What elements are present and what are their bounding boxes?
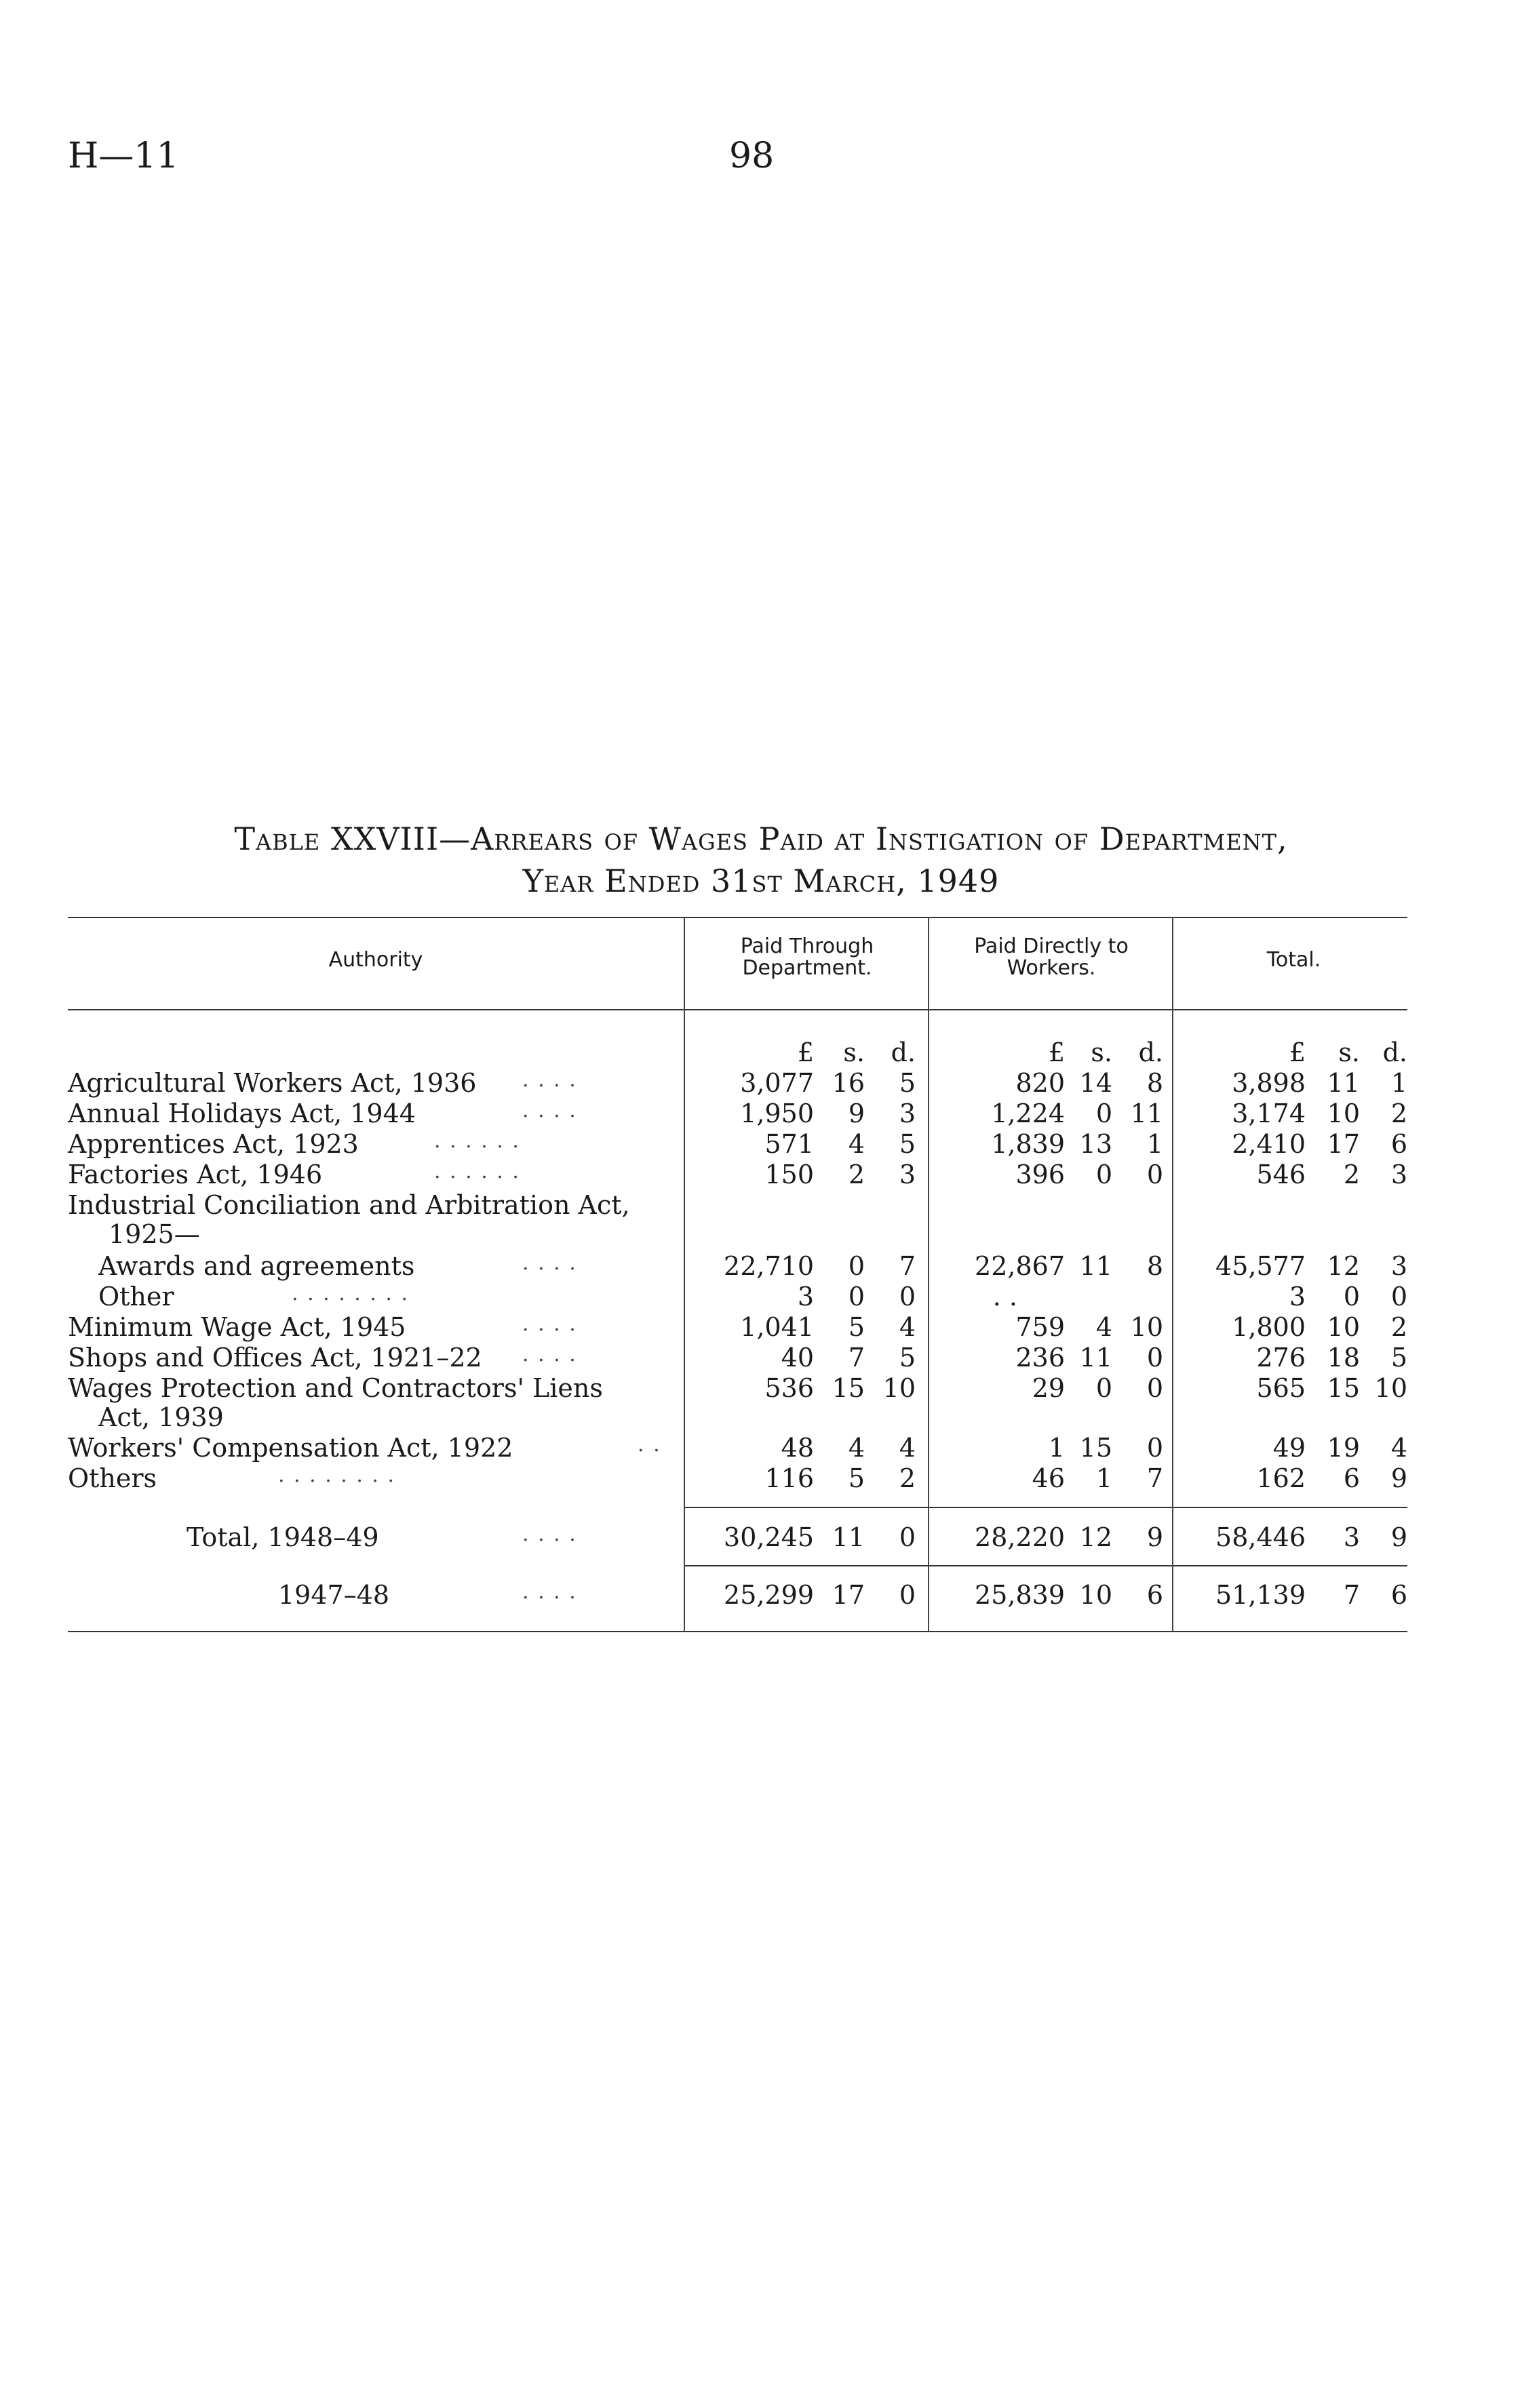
table-row xyxy=(0,1463,1522,1493)
direct-pounds: 1,224 xyxy=(991,1099,1065,1128)
total-shillings: 19 xyxy=(1327,1433,1360,1463)
authority-cell: 1925— xyxy=(109,1219,200,1249)
direct-pence: 8 xyxy=(1146,1251,1163,1281)
direct-pence: 6 xyxy=(1146,1580,1163,1610)
unit-pounds: £ xyxy=(1289,1038,1306,1067)
total-pence: 3 xyxy=(1390,1251,1407,1281)
column-header-total: Total. xyxy=(1266,948,1321,972)
through-shillings: 17 xyxy=(832,1580,865,1610)
total-pence: 2 xyxy=(1390,1312,1407,1342)
total-pounds: 3 xyxy=(1289,1282,1306,1311)
through-pence: 0 xyxy=(899,1522,916,1552)
total-pence: 6 xyxy=(1390,1580,1407,1610)
total-shillings: 18 xyxy=(1327,1343,1360,1373)
table-row xyxy=(0,1251,1522,1281)
direct-shillings: 13 xyxy=(1079,1129,1112,1159)
direct-shillings: 12 xyxy=(1079,1522,1112,1552)
direct-pounds: 759 xyxy=(1015,1312,1065,1342)
table-row xyxy=(0,1099,1522,1128)
direct-pounds: 46 xyxy=(1032,1463,1065,1493)
direct-pounds: 396 xyxy=(1015,1160,1065,1189)
through-pounds: 1,041 xyxy=(740,1312,814,1342)
through-pounds: 3 xyxy=(797,1282,814,1311)
total-shillings: 6 xyxy=(1343,1463,1360,1493)
total-pence: 0 xyxy=(1390,1282,1407,1311)
through-pence: 0 xyxy=(899,1282,916,1311)
direct-pounds: 1 xyxy=(1048,1433,1065,1463)
table-title: Table XXVIII—Arrears of Wages Paid at Instigation of Department, xyxy=(234,821,1288,857)
through-pence: 3 xyxy=(899,1160,916,1189)
total-pounds: 276 xyxy=(1256,1343,1306,1373)
direct-shillings: 0 xyxy=(1095,1099,1112,1128)
unit-shillings: s. xyxy=(1091,1038,1112,1067)
table-row xyxy=(0,1190,1522,1220)
total-pence: 2 xyxy=(1390,1099,1407,1128)
direct-shillings: 11 xyxy=(1079,1251,1112,1281)
total-pounds: 51,139 xyxy=(1215,1580,1306,1610)
header-bottom-rule xyxy=(68,1009,1407,1010)
total-pence: 10 xyxy=(1374,1373,1407,1403)
column-header-authority: Authority xyxy=(328,948,423,972)
through-shillings: 15 xyxy=(832,1373,865,1403)
through-pounds: 3,077 xyxy=(740,1068,814,1098)
through-pence: 5 xyxy=(899,1068,916,1098)
total-shillings: 2 xyxy=(1343,1160,1360,1189)
total-pence: 6 xyxy=(1390,1129,1407,1159)
through-shillings: 0 xyxy=(848,1251,865,1281)
unit-pence: d. xyxy=(1382,1038,1407,1067)
through-shillings: 4 xyxy=(848,1129,865,1159)
direct-shillings: 0 xyxy=(1095,1160,1112,1189)
total-shillings: 10 xyxy=(1327,1099,1360,1128)
leader-dots: . . . . xyxy=(522,1522,577,1546)
total-pounds: 3,174 xyxy=(1232,1099,1306,1128)
table-row xyxy=(0,1343,1522,1373)
total-pounds: 3,898 xyxy=(1232,1068,1306,1098)
through-pounds: 48 xyxy=(781,1433,814,1463)
through-pounds: 22,710 xyxy=(724,1251,814,1281)
total-shillings: 3 xyxy=(1343,1522,1360,1552)
leader-dots: . . . . . . xyxy=(434,1160,520,1183)
through-pounds: 40 xyxy=(781,1343,814,1373)
table-subtitle: Year Ended 31st March, 1949 xyxy=(522,863,1000,899)
authority-cell: Apprentices Act, 1923 xyxy=(68,1129,359,1159)
total-label: 1947–48 xyxy=(278,1580,390,1610)
authority-cell: Agricultural Workers Act, 1936 xyxy=(68,1068,477,1098)
direct-pounds: 236 xyxy=(1015,1343,1065,1373)
total-pence: 3 xyxy=(1390,1160,1407,1189)
unit-pence: d. xyxy=(891,1038,916,1067)
through-shillings: 16 xyxy=(832,1068,865,1098)
direct-shillings: 1 xyxy=(1095,1463,1112,1493)
unit-shillings: s. xyxy=(1338,1038,1360,1067)
direct-pounds: 820 xyxy=(1015,1068,1065,1098)
unit-pence: d. xyxy=(1138,1038,1163,1067)
total-pounds: 45,577 xyxy=(1215,1251,1306,1281)
total-pounds: 1,800 xyxy=(1232,1312,1306,1342)
authority-cell: Workers' Compensation Act, 1922 xyxy=(68,1433,513,1463)
table-row xyxy=(0,1433,1522,1463)
table-row xyxy=(0,1068,1522,1098)
unit-pounds: £ xyxy=(1048,1038,1065,1067)
direct-pence: 11 xyxy=(1130,1099,1163,1128)
through-shillings: 4 xyxy=(848,1433,865,1463)
through-pence: 10 xyxy=(882,1373,916,1403)
total-row-1947-48 xyxy=(0,1580,1522,1610)
through-pence: 4 xyxy=(899,1433,916,1463)
total-pence: 9 xyxy=(1390,1522,1407,1552)
column-header-paid-through: Paid Through Department. xyxy=(740,934,874,980)
total-shillings: 15 xyxy=(1327,1373,1360,1403)
through-pence: 5 xyxy=(899,1343,916,1373)
total-shillings: 12 xyxy=(1327,1251,1360,1281)
leader-dots: . . . . . . xyxy=(434,1129,520,1153)
through-shillings: 2 xyxy=(848,1160,865,1189)
through-pounds: 536 xyxy=(764,1373,814,1403)
direct-pence: 0 xyxy=(1146,1343,1163,1373)
authority-cell: Minimum Wage Act, 1945 xyxy=(68,1312,406,1342)
total-pounds: 546 xyxy=(1256,1160,1306,1189)
authority-cell: Other xyxy=(98,1282,174,1311)
units-row xyxy=(0,1038,1522,1067)
leader-dots: . . . . xyxy=(522,1312,577,1336)
leader-dots: . . . . xyxy=(522,1251,577,1275)
direct-shillings: 11 xyxy=(1079,1343,1112,1373)
table-row xyxy=(0,1219,1522,1249)
total-pence: 4 xyxy=(1390,1433,1407,1463)
direct-shillings: 14 xyxy=(1079,1068,1112,1098)
through-shillings: 5 xyxy=(848,1463,865,1493)
authority-cell: Act, 1939 xyxy=(98,1402,224,1432)
table-bottom-rule xyxy=(68,1631,1407,1632)
direct-pounds: . . xyxy=(992,1282,1017,1311)
table-row xyxy=(0,1160,1522,1189)
direct-pounds: 29 xyxy=(1032,1373,1065,1403)
total-shillings: 10 xyxy=(1327,1312,1360,1342)
direct-pounds: 22,867 xyxy=(975,1251,1065,1281)
direct-pence: 7 xyxy=(1146,1463,1163,1493)
direct-shillings: 4 xyxy=(1095,1312,1112,1342)
through-pence: 0 xyxy=(899,1580,916,1610)
unit-pounds: £ xyxy=(797,1038,814,1067)
through-pounds: 571 xyxy=(764,1129,814,1159)
through-shillings: 9 xyxy=(848,1099,865,1128)
through-shillings: 5 xyxy=(848,1312,865,1342)
total-row-1948-49 xyxy=(0,1522,1522,1552)
total-shillings: 7 xyxy=(1343,1580,1360,1610)
total-shillings: 0 xyxy=(1343,1282,1360,1311)
direct-pence: 8 xyxy=(1146,1068,1163,1098)
direct-pence: 9 xyxy=(1146,1522,1163,1552)
through-pounds: 150 xyxy=(764,1160,814,1189)
table-top-rule xyxy=(68,917,1407,918)
through-shillings: 7 xyxy=(848,1343,865,1373)
total-pounds: 49 xyxy=(1272,1433,1306,1463)
page-number: 98 xyxy=(729,136,775,176)
through-pence: 7 xyxy=(899,1251,916,1281)
authority-cell: Others xyxy=(68,1463,157,1493)
direct-pence: 0 xyxy=(1146,1433,1163,1463)
total-pounds: 162 xyxy=(1256,1463,1306,1493)
authority-cell: Industrial Conciliation and Arbitration Act, xyxy=(68,1190,630,1220)
direct-pounds: 25,839 xyxy=(975,1580,1065,1610)
total-pence: 9 xyxy=(1390,1463,1407,1493)
totals-top-rule xyxy=(685,1507,1407,1508)
table-row xyxy=(0,1373,1522,1403)
total-pounds: 2,410 xyxy=(1232,1129,1306,1159)
page-header-code: H—11 xyxy=(68,136,179,176)
leader-dots: . . . . xyxy=(522,1343,577,1366)
through-pence: 4 xyxy=(899,1312,916,1342)
through-pence: 5 xyxy=(899,1129,916,1159)
leader-dots: . . xyxy=(638,1433,661,1457)
through-pence: 3 xyxy=(899,1099,916,1128)
authority-cell: Shops and Offices Act, 1921–22 xyxy=(68,1343,482,1373)
direct-pence: 0 xyxy=(1146,1160,1163,1189)
through-pounds: 30,245 xyxy=(724,1522,814,1552)
total-pence: 1 xyxy=(1390,1068,1407,1098)
totals-mid-rule xyxy=(685,1565,1407,1566)
unit-shillings: s. xyxy=(843,1038,865,1067)
direct-pounds: 28,220 xyxy=(975,1522,1065,1552)
total-shillings: 17 xyxy=(1327,1129,1360,1159)
through-shillings: 11 xyxy=(832,1522,865,1552)
column-header-paid-directly: Paid Directly to Workers. xyxy=(974,934,1129,980)
table-row xyxy=(0,1312,1522,1342)
authority-cell: Annual Holidays Act, 1944 xyxy=(68,1099,416,1128)
direct-pence: 0 xyxy=(1146,1373,1163,1403)
leader-dots: . . . . . . . . xyxy=(292,1282,410,1305)
through-pounds: 25,299 xyxy=(724,1580,814,1610)
total-shillings: 11 xyxy=(1327,1068,1360,1098)
through-shillings: 0 xyxy=(848,1282,865,1311)
total-pounds: 565 xyxy=(1256,1373,1306,1403)
leader-dots: . . . . xyxy=(522,1068,577,1092)
through-pounds: 116 xyxy=(764,1463,814,1493)
direct-pence: 10 xyxy=(1130,1312,1163,1342)
table-row xyxy=(0,1402,1522,1432)
table-row xyxy=(0,1129,1522,1159)
authority-cell: Wages Protection and Contractors' Liens xyxy=(68,1373,603,1403)
leader-dots: . . . . xyxy=(522,1099,577,1122)
direct-pence: 1 xyxy=(1146,1129,1163,1159)
authority-cell: Factories Act, 1946 xyxy=(68,1160,323,1189)
leader-dots: . . . . xyxy=(522,1580,577,1604)
total-pence: 5 xyxy=(1390,1343,1407,1373)
direct-shillings: 15 xyxy=(1079,1433,1112,1463)
direct-shillings: 0 xyxy=(1095,1373,1112,1403)
total-label: Total, 1948–49 xyxy=(187,1522,379,1552)
through-pence: 2 xyxy=(899,1463,916,1493)
direct-shillings: 10 xyxy=(1079,1580,1112,1610)
leader-dots: . . . . . . . . xyxy=(278,1463,396,1487)
total-pounds: 58,446 xyxy=(1215,1522,1306,1552)
authority-cell: Awards and agreements xyxy=(98,1251,415,1281)
direct-pounds: 1,839 xyxy=(991,1129,1065,1159)
table-row xyxy=(0,1282,1522,1311)
through-pounds: 1,950 xyxy=(740,1099,814,1128)
